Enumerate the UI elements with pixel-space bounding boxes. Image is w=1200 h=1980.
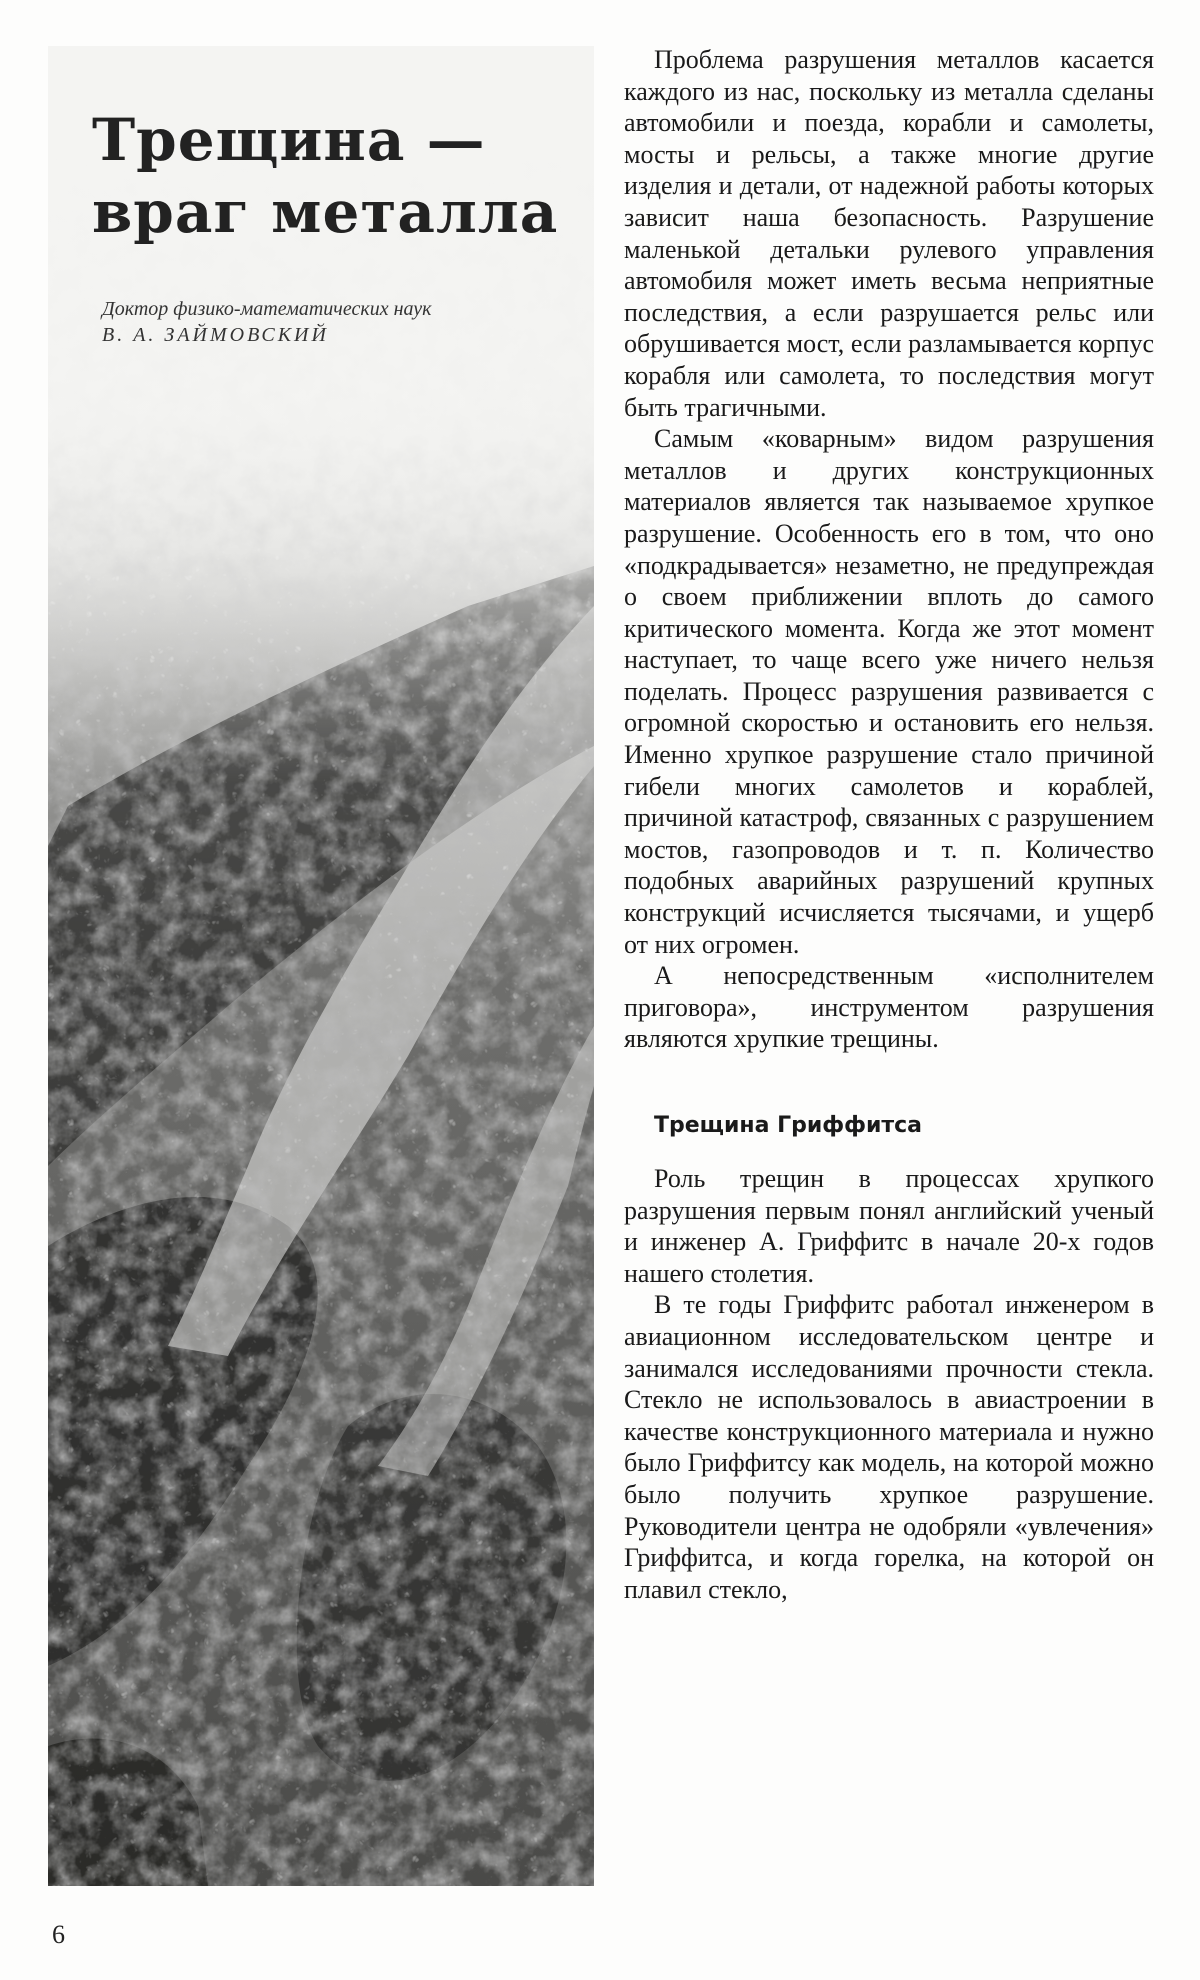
paragraph-2: Самым «коварным» видом разрушения металлов и других конструкционных материалов является так называемое хрупкое разрушение. Особенность его в том, что оно «подкрадывается» незаметно, не предупреждая о своем приближении вплоть до самого критического момента. Когда же этот момент наступает, то чаще всего уже ничего нельзя поделать. Процесс разрушения развивается с огромной скоростью и остановить его нельзя. Именно хрупкое разрушение стало причиной гибели многих самолетов и кораблей, причиной катастроф, связанных с разрушением мостов, газопроводов и т. п. Количество подобных аварийных разрушений крупных конструкций исчисляется тысячами, и ущерб от них огромен. (624, 424, 1154, 959)
byline-author: В. А. ЗАЙМОВСКИЙ (102, 324, 329, 346)
article-title-line-1: Трещина — (92, 106, 486, 174)
article-body (624, 44, 1154, 1605)
page-number: 6 (52, 1920, 65, 1949)
section-heading: Трещина Гриффитса (654, 1113, 923, 1138)
section-paragraph-1: Роль трещин в процессах хрупкого разрушения первым понял английский ученый и инженер А. Гриффитс в начале 20-х годов нашего столетия. (624, 1164, 1154, 1288)
byline (102, 296, 431, 348)
paragraph-1: Проблема разрушения металлов касается каждого из нас, поскольку из металла сделаны автомобили и поезда, корабли и самолеты, мосты и рельсы, а также многие другие изделия и детали, от надежной работы которых зависит наша безопасность. Разрушение маленькой детальки рулевого управления автомобиля может иметь весьма неприятные последствия, а если разрушается рельс или обрушивается мост, если разламывается корпус корабля или самолета, то последствия могут быть трагичными. (624, 45, 1154, 422)
article-title-line-2: враг металла (92, 178, 559, 246)
section-paragraph-2: В те годы Гриффитс работал инженером в авиационном исследовательском центре и занимался исследованиями прочности стекла. Стекло не использовалось в авиастроении в качестве конструкционного материала и нужно было Гриффитсу как модель, на которой можно было получить хрупкое разрушение. Руководители центра не одобряли «увлечения» Гриффитса, и когда горелка, на которой он плавил стекло, (624, 1290, 1154, 1604)
byline-degree: Доктор физико-математических наук (102, 298, 432, 320)
article-title (92, 104, 558, 248)
paragraph-3: А непосредственным «исполнителем приговора», инструментом разрушения являются хрупкие трещины. (624, 961, 1154, 1054)
fracture-photo (48, 46, 594, 1886)
